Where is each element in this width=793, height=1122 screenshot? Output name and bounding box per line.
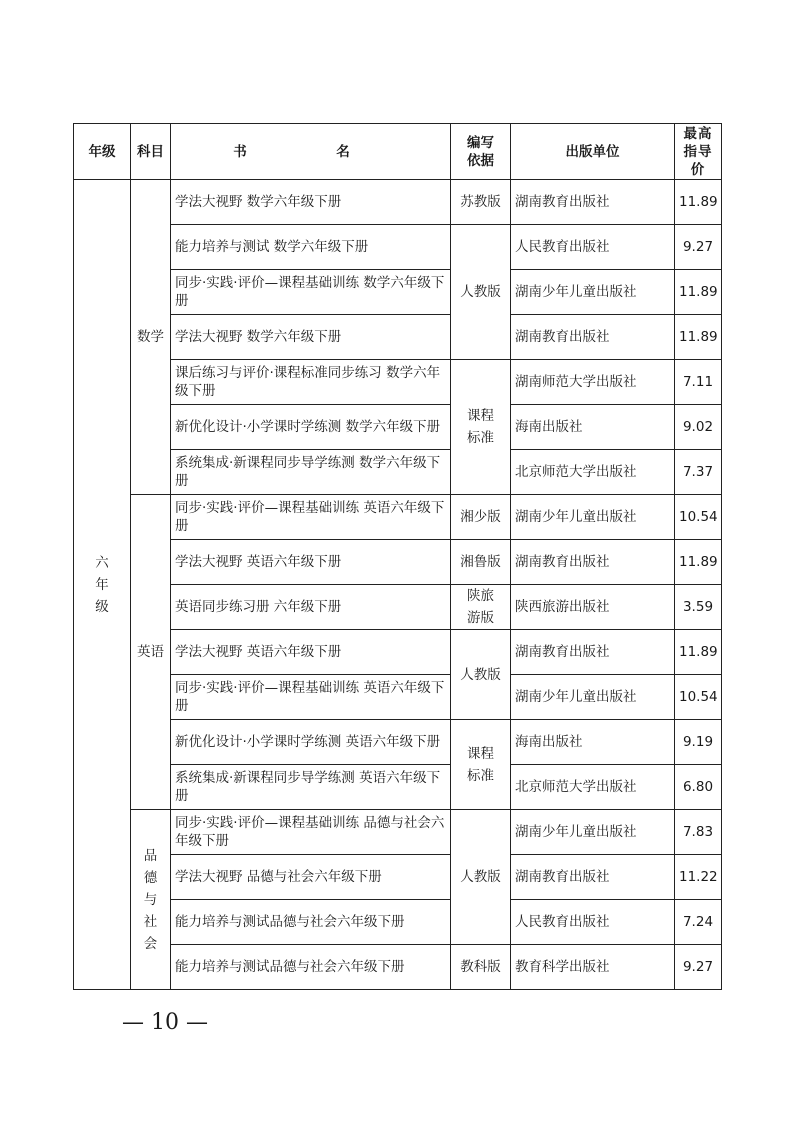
page-number: — 10 — [122, 1010, 208, 1035]
table-row [74, 315, 722, 360]
table-row [74, 270, 722, 315]
header-basis-text: 编写依据 [467, 134, 494, 169]
basis-cell [451, 585, 511, 630]
table-row [74, 180, 722, 225]
publisher-cell: 湖南教育出版社 [511, 855, 675, 900]
subject-cell-moral [131, 810, 171, 990]
price-cell: 10.54 [675, 675, 722, 720]
price-cell: 9.27 [675, 945, 722, 990]
basis-text: 陕旅游版 [467, 588, 494, 626]
table-row [74, 495, 722, 540]
grade-label: 六年级 [95, 554, 109, 615]
header-basis [451, 124, 511, 180]
header-price [675, 124, 722, 180]
table-row [74, 720, 722, 765]
book-title: 系统集成·新课程同步导学练测 英语六年级下册 [171, 765, 451, 810]
book-title: 新优化设计·小学课时学练测 数学六年级下册 [171, 405, 451, 450]
price-cell: 9.27 [675, 225, 722, 270]
publisher-cell: 湖南少年儿童出版社 [511, 675, 675, 720]
header-subject: 科目 [131, 124, 171, 180]
header-row [74, 124, 722, 180]
price-cell: 11.22 [675, 855, 722, 900]
price-cell: 11.89 [675, 180, 722, 225]
basis-cell: 人教版 [451, 630, 511, 720]
basis-text: 课程标准 [467, 408, 494, 446]
table-row [74, 765, 722, 810]
book-title: 同步·实践·评价—课程基础训练 英语六年级下册 [171, 495, 451, 540]
textbook-price-table [73, 123, 722, 990]
publisher-cell: 人民教育出版社 [511, 225, 675, 270]
price-cell: 11.89 [675, 315, 722, 360]
price-cell: 11.89 [675, 630, 722, 675]
price-cell: 3.59 [675, 585, 722, 630]
publisher-cell: 海南出版社 [511, 720, 675, 765]
price-cell: 6.80 [675, 765, 722, 810]
book-title: 新优化设计·小学课时学练测 英语六年级下册 [171, 720, 451, 765]
table-row [74, 945, 722, 990]
book-title: 能力培养与测试品德与社会六年级下册 [171, 945, 451, 990]
basis-cell: 教科版 [451, 945, 511, 990]
publisher-cell: 湖南教育出版社 [511, 180, 675, 225]
publisher-cell: 海南出版社 [511, 405, 675, 450]
book-title: 能力培养与测试 数学六年级下册 [171, 225, 451, 270]
table-row [74, 630, 722, 675]
table-row [74, 810, 722, 855]
publisher-cell: 北京师范大学出版社 [511, 450, 675, 495]
table-row [74, 225, 722, 270]
publisher-cell: 湖南师范大学出版社 [511, 360, 675, 405]
publisher-cell: 湖南教育出版社 [511, 540, 675, 585]
book-title: 能力培养与测试品德与社会六年级下册 [171, 900, 451, 945]
publisher-cell: 人民教育出版社 [511, 900, 675, 945]
header-publisher: 出版单位 [511, 124, 675, 180]
header-price-text: 最高指导价 [683, 125, 713, 178]
table-row [74, 900, 722, 945]
header-grade: 年级 [74, 124, 131, 180]
price-cell: 11.89 [675, 540, 722, 585]
table-row [74, 450, 722, 495]
price-cell: 9.02 [675, 405, 722, 450]
book-title: 系统集成·新课程同步导学练测 数学六年级下册 [171, 450, 451, 495]
book-title: 学法大视野 数学六年级下册 [171, 315, 451, 360]
price-cell: 7.11 [675, 360, 722, 405]
book-title: 学法大视野 英语六年级下册 [171, 630, 451, 675]
table-row [74, 585, 722, 630]
book-title: 学法大视野 数学六年级下册 [171, 180, 451, 225]
basis-cell: 湘鲁版 [451, 540, 511, 585]
price-cell: 7.83 [675, 810, 722, 855]
basis-cell: 湘少版 [451, 495, 511, 540]
book-title: 课后练习与评价·课程标准同步练习 数学六年级下册 [171, 360, 451, 405]
publisher-cell: 陕西旅游出版社 [511, 585, 675, 630]
grade-cell [74, 180, 131, 990]
table-row [74, 405, 722, 450]
publisher-cell: 北京师范大学出版社 [511, 765, 675, 810]
subject-cell-english: 英语 [131, 495, 171, 810]
book-title: 学法大视野 品德与社会六年级下册 [171, 855, 451, 900]
subject-cell-math: 数学 [131, 180, 171, 495]
table-row [74, 855, 722, 900]
basis-cell [451, 720, 511, 810]
book-title: 同步·实践·评价—课程基础训练 英语六年级下册 [171, 675, 451, 720]
publisher-cell: 湖南少年儿童出版社 [511, 270, 675, 315]
price-cell: 11.89 [675, 270, 722, 315]
basis-cell: 人教版 [451, 225, 511, 360]
publisher-cell: 湖南教育出版社 [511, 630, 675, 675]
book-title: 同步·实践·评价—课程基础训练 数学六年级下册 [171, 270, 451, 315]
table-row [74, 675, 722, 720]
price-cell: 10.54 [675, 495, 722, 540]
publisher-cell: 湖南少年儿童出版社 [511, 495, 675, 540]
publisher-cell: 教育科学出版社 [511, 945, 675, 990]
book-title: 学法大视野 英语六年级下册 [171, 540, 451, 585]
book-title: 英语同步练习册 六年级下册 [171, 585, 451, 630]
table-row [74, 540, 722, 585]
price-cell: 7.24 [675, 900, 722, 945]
basis-cell [451, 360, 511, 495]
table-row [74, 360, 722, 405]
publisher-cell: 湖南少年儿童出版社 [511, 810, 675, 855]
header-title: 书 名 [171, 124, 451, 180]
price-cell: 7.37 [675, 450, 722, 495]
basis-text: 课程标准 [467, 745, 494, 784]
subject-moral-label: 品德与社会 [143, 847, 158, 952]
basis-cell: 苏教版 [451, 180, 511, 225]
book-title: 同步·实践·评价—课程基础训练 品德与社会六年级下册 [171, 810, 451, 855]
basis-cell: 人教版 [451, 810, 511, 945]
publisher-cell: 湖南教育出版社 [511, 315, 675, 360]
price-cell: 9.19 [675, 720, 722, 765]
